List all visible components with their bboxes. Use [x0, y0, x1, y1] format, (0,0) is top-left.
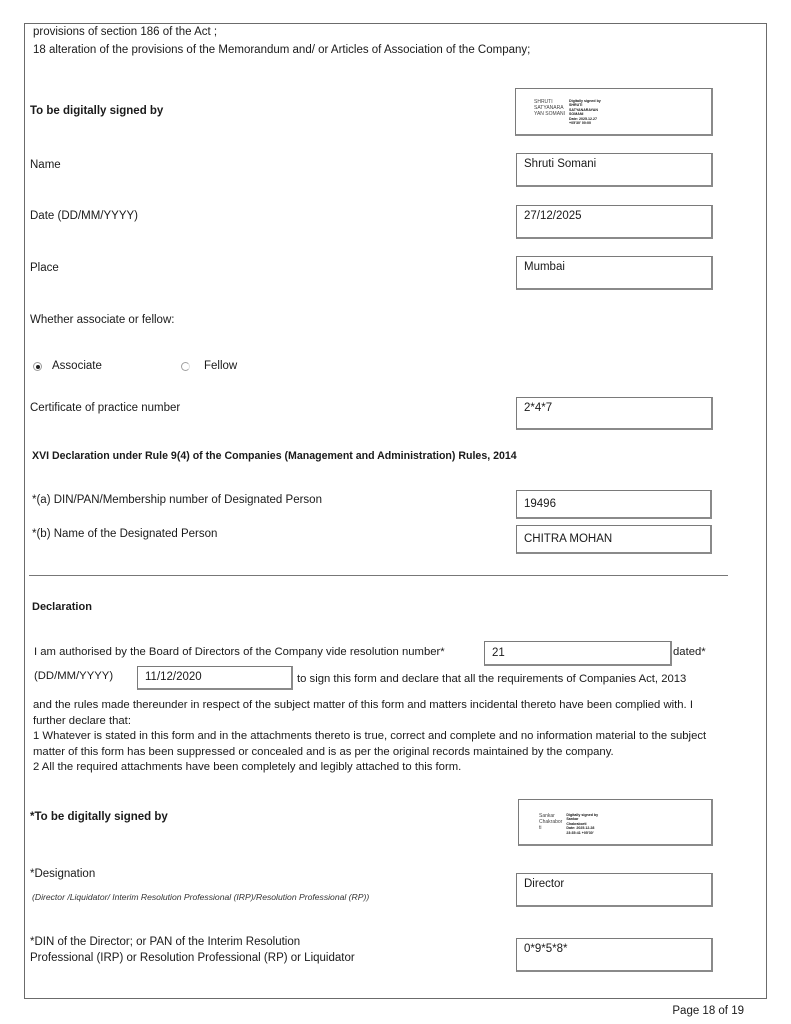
- designated-person-din-field[interactable]: 19496: [516, 490, 712, 519]
- professional-signature-label: To be digitally signed by: [30, 105, 164, 117]
- resolution-number-field[interactable]: 21: [484, 641, 672, 666]
- associate-radio[interactable]: [33, 362, 42, 371]
- fellow-radio[interactable]: [181, 362, 190, 371]
- designated-person-name-field[interactable]: CHITRA MOHAN: [516, 525, 712, 554]
- declaration-body: and the rules made thereunder in respect of the subject matter of this form and matters incidental thereto have been complied with. I further declare that:: [33, 699, 693, 727]
- designation-field[interactable]: Director: [516, 873, 713, 907]
- dated-label: dated*: [673, 646, 706, 658]
- designation-note: (Director /Liquidator/ Interim Resolution Professional (IRP)/Resolution Professional (RP)): [32, 892, 370, 902]
- section-divider: [29, 575, 728, 576]
- declaration-heading: Declaration: [32, 601, 92, 613]
- director-din-label-line1: *DIN of the Director; or PAN of the Interim Resolution: [30, 936, 301, 948]
- director-signer-name: Sankar Chakrabor ti: [539, 813, 563, 831]
- signature-meta: Digitally signed by SHRUTI SATYANARAYAN SOMANI Date: 2025.12.27 +05'30' 00:00: [569, 99, 601, 126]
- director-din-label-line2: Professional (IRP) or Resolution Professional (RP) or Liquidator: [30, 952, 355, 964]
- certificate-field[interactable]: 2*4*7: [516, 397, 713, 430]
- declaration-point-1: 1 Whatever is stated in this form and in the attachments thereto is true, correct and complete and no information material to the subject matter of this form has been suppressed or concealed and is as per the original records maintained by the company.: [33, 730, 707, 758]
- certificate-label: Certificate of practice number: [30, 402, 181, 414]
- place-field[interactable]: Mumbai: [516, 256, 713, 290]
- director-signature-box[interactable]: [518, 799, 713, 846]
- resolution-date-field[interactable]: 11/12/2020: [137, 666, 293, 690]
- date-field[interactable]: 27/12/2025: [516, 205, 713, 239]
- signer-name: SHRUTI SATYANARA YAN SOMANI: [534, 99, 566, 117]
- designation-label: *Designation: [30, 868, 96, 880]
- director-signature-meta: Digitally signed by Sankar Chakraborti Date: 2025.12.28 23:35:41 +05'30': [566, 813, 599, 835]
- name-label: Name: [30, 159, 61, 171]
- declaration-line2: to sign this form and declare that all the requirements of Companies Act, 2013: [297, 673, 687, 685]
- membership-question: Whether associate or fellow:: [30, 314, 175, 326]
- director-signature-label: *To be digitally signed by: [30, 811, 168, 823]
- professional-signature-box[interactable]: [515, 88, 713, 136]
- fellow-label[interactable]: Fellow: [204, 360, 238, 372]
- declaration-line1: I am authorised by the Board of Directors of the Company vide resolution number*: [34, 646, 445, 658]
- date-format-label: (DD/MM/YYYY): [34, 670, 114, 682]
- place-label: Place: [30, 262, 59, 274]
- director-din-field[interactable]: 0*9*5*8*: [516, 938, 713, 972]
- page-number: Page 18 of 19: [672, 1005, 744, 1017]
- associate-label[interactable]: Associate: [52, 360, 102, 372]
- date-label: Date (DD/MM/YYYY): [30, 210, 138, 222]
- designated-person-din-label: *(a) DIN/PAN/Membership number of Designated Person: [32, 494, 322, 506]
- section-xvi-title: XVI Declaration under Rule 9(4) of the Companies (Management and Administration) Rules, 2014: [32, 450, 517, 462]
- top-text-line2: 18 alteration of the provisions of the Memorandum and/ or Articles of Association of the Company;: [33, 44, 531, 56]
- name-field[interactable]: Shruti Somani: [516, 153, 713, 187]
- top-text-line1: provisions of section 186 of the Act ;: [33, 26, 218, 38]
- designated-person-name-label: *(b) Name of the Designated Person: [32, 528, 218, 540]
- declaration-point-2: 2 All the required attachments have been completely and legibly attached to this form.: [33, 761, 462, 773]
